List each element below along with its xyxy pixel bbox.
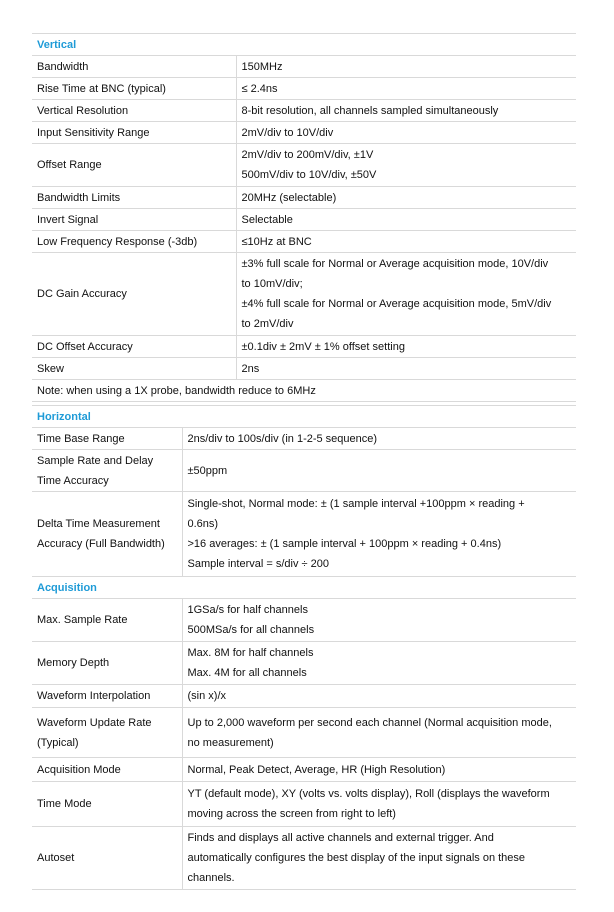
table-row: [32, 144, 576, 187]
spec-label: Max. Sample Rate: [32, 599, 182, 642]
spec-value: Single-shot, Normal mode: ± (1 sample interval +100ppm × reading + 0.6ns) >16 averages: ± (1 sample interval + 100ppm × reading + 0.4ns) Sample interval = s/div ÷ 200: [182, 492, 576, 577]
table-row: [32, 685, 576, 708]
spec-label: Input Sensitivity Range: [32, 122, 236, 144]
table-row: [32, 253, 576, 336]
table-row: [32, 336, 576, 358]
table-row: [32, 56, 576, 78]
table-row: [32, 100, 576, 122]
table-row: [32, 209, 576, 231]
table-row: [32, 122, 576, 144]
horizontal-table: [32, 405, 576, 577]
spec-value: Finds and displays all active channels and external trigger. And automatically configures the best display of the input signals on these channels.: [182, 827, 576, 890]
table-row: [32, 708, 576, 758]
spec-value: YT (default mode), XY (volts vs. volts display), Roll (displays the waveform moving across the screen from right to left): [182, 782, 576, 827]
spec-label: Time Mode: [32, 782, 182, 827]
vertical-note: Note: when using a 1X probe, bandwidth reduce to 6MHz: [32, 380, 576, 402]
spec-label: Bandwidth Limits: [32, 187, 236, 209]
spec-label: Offset Range: [32, 144, 236, 187]
spec-label: DC Gain Accuracy: [32, 253, 236, 336]
horizontal-section: [32, 405, 576, 577]
table-row: [32, 428, 576, 450]
spec-value: Normal, Peak Detect, Average, HR (High Resolution): [182, 758, 576, 782]
acquisition-table: [32, 576, 576, 890]
spec-value: 2ns/div to 100s/div (in 1-2-5 sequence): [182, 428, 576, 450]
table-row: [32, 827, 576, 890]
spec-value: 2mV/div to 10V/div: [236, 122, 576, 144]
table-row: [32, 78, 576, 100]
spec-label: Low Frequency Response (-3db): [32, 231, 236, 253]
spec-value: Up to 2,000 waveform per second each channel (Normal acquisition mode, no measurement): [182, 708, 576, 758]
spec-value: ≤10Hz at BNC: [236, 231, 576, 253]
spec-label: Invert Signal: [32, 209, 236, 231]
spec-value: ±0.1div ± 2mV ± 1% offset setting: [236, 336, 576, 358]
spec-label: Delta Time Measurement Accuracy (Full Bandwidth): [32, 492, 182, 577]
spec-label: Bandwidth: [32, 56, 236, 78]
spec-value: 8-bit resolution, all channels sampled simultaneously: [236, 100, 576, 122]
table-row: [32, 599, 576, 642]
spec-value: Max. 8M for half channels Max. 4M for all channels: [182, 642, 576, 685]
spec-label: Acquisition Mode: [32, 758, 182, 782]
table-row: [32, 358, 576, 380]
spec-label: Waveform Update Rate (Typical): [32, 708, 182, 758]
spec-value: ±3% full scale for Normal or Average acquisition mode, 10V/div to 10mV/div; ±4% full scale for Normal or Average acquisition mode, 5mV/div to 2mV/div: [236, 253, 576, 336]
spec-value: 2ns: [236, 358, 576, 380]
acquisition-section: [32, 576, 576, 890]
table-row: [32, 380, 576, 402]
table-row: [32, 492, 576, 577]
spec-label: Memory Depth: [32, 642, 182, 685]
spec-value: 150MHz: [236, 56, 576, 78]
spec-label: Skew: [32, 358, 236, 380]
spec-value: 1GSa/s for half channels 500MSa/s for all channels: [182, 599, 576, 642]
table-row: [32, 642, 576, 685]
vertical-section: [32, 33, 576, 402]
spec-value: 2mV/div to 200mV/div, ±1V 500mV/div to 10V/div, ±50V: [236, 144, 576, 187]
vertical-heading: Vertical: [32, 34, 576, 56]
table-row: [32, 758, 576, 782]
spec-label: Rise Time at BNC (typical): [32, 78, 236, 100]
spec-label: Sample Rate and Delay Time Accuracy: [32, 450, 182, 492]
acquisition-heading: Acquisition: [32, 577, 576, 599]
spec-label: DC Offset Accuracy: [32, 336, 236, 358]
spec-label: Time Base Range: [32, 428, 182, 450]
spec-value: (sin x)/x: [182, 685, 576, 708]
spec-value: 20MHz (selectable): [236, 187, 576, 209]
table-row: [32, 782, 576, 827]
vertical-table: [32, 33, 576, 402]
spec-label: Waveform Interpolation: [32, 685, 182, 708]
horizontal-heading: Horizontal: [32, 406, 576, 428]
spec-value: ±50ppm: [182, 450, 576, 492]
table-row: [32, 187, 576, 209]
table-row: [32, 450, 576, 492]
spec-label: Vertical Resolution: [32, 100, 236, 122]
spec-value: Selectable: [236, 209, 576, 231]
spec-label: Autoset: [32, 827, 182, 890]
spec-value: ≤ 2.4ns: [236, 78, 576, 100]
table-row: [32, 231, 576, 253]
